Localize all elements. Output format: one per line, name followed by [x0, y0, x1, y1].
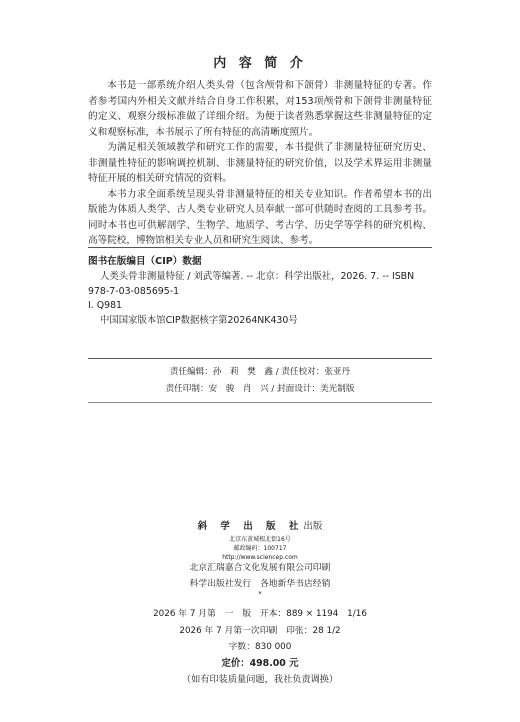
intro-paragraph-2: 为满足相关领域教学和研究工作的需要，本书提供了非测量特征研究历史、非测量性特征的影响调控机制、非测量特征的研究价值，以及学术界运用非测量特征开展的相关研究情况的资料。 — [88, 142, 432, 184]
publisher-suffix: 出版 — [303, 521, 323, 532]
credits — [88, 364, 432, 398]
word-count: 字数：830 000 — [228, 642, 292, 652]
credits-production: 责任印制：安 骏 肖 兴 / 封面设计：美光制版 — [165, 384, 355, 394]
cip-line-title: 人类头骨非测量特征 / 刘武等编著. -- 北京：科学出版社，2026. 7. -- ISBN — [100, 271, 415, 282]
publisher-url: http://www.sciencep.com — [222, 554, 298, 561]
publisher-logo: 斜 学 出 版 社 — [197, 521, 304, 532]
edition-specs — [0, 606, 520, 689]
cip-line-classification: Ⅰ. Q981 — [88, 300, 122, 311]
intro-paragraph-1: 本书是一部系统介绍人类头骨（包含颅骨和下颌骨）非测量特征的专著。作者参考国内外相关文献并结合自身工作积累，对153项颅骨和下颌骨非测量特征的定义、观察分级标准做了详细介绍。为便于读者熟悉掌握这些非测量特征的定义和观察标准，本书展示了所有特征的高清晰度照片。 — [88, 80, 432, 138]
impression-line: 2026 年 7 月第一次印刷 印张：28 1/2 — [179, 625, 341, 636]
separator-star: * — [258, 590, 262, 598]
edition-line: 2026 年 7 月第 一 版 开本：889 × 1194 1/16 — [153, 609, 367, 619]
cip-line-isbn: 978-7-03-085695-1 — [88, 285, 180, 297]
credits-rule — [88, 402, 432, 403]
publisher-imprint — [0, 518, 520, 532]
page-title: 内 容 简 介 — [213, 56, 307, 71]
publisher-postcode: 邮政编码：100717 — [233, 545, 287, 552]
intro-section — [88, 78, 432, 249]
distribution: 科学出版社发行 各地新华书店经销 — [189, 579, 331, 589]
cip-line-number: 中国国家版本馆CIP数据核字第20264NK430号 — [100, 314, 298, 326]
intro-paragraph-3: 本书力求全面系统呈现头骨非测量特征的相关专业知识。作者希望本书的出版能为体质人类学、古人类专业研究人员奉献一部可供随时查阅的工具参考书。同时本书也可供解剖学、生物学、地质学、考古学、历史学等学科的研究机构、高等院校，博物馆相关专业人员和研究生阅读、参考。 — [88, 188, 432, 246]
cip-bottom-rule — [88, 358, 432, 359]
cip-record — [88, 270, 432, 328]
cip-top-rule — [88, 247, 432, 248]
credits-editors: 责任编辑：孙 莉 樊 鑫 / 责任校对：张亚丹 — [169, 367, 351, 377]
quality-note: （如有印装质量问题，我社负责调换） — [181, 674, 339, 685]
price: 定价：498.00 元 — [221, 657, 299, 669]
publisher-address: 北京东黄城根北街16号 — [229, 536, 291, 543]
printer: 北京汇瑞嘉合文化发展有限公司印刷 — [189, 563, 331, 573]
cip-heading: 图书在版编目（CIP）数据 — [88, 256, 202, 267]
